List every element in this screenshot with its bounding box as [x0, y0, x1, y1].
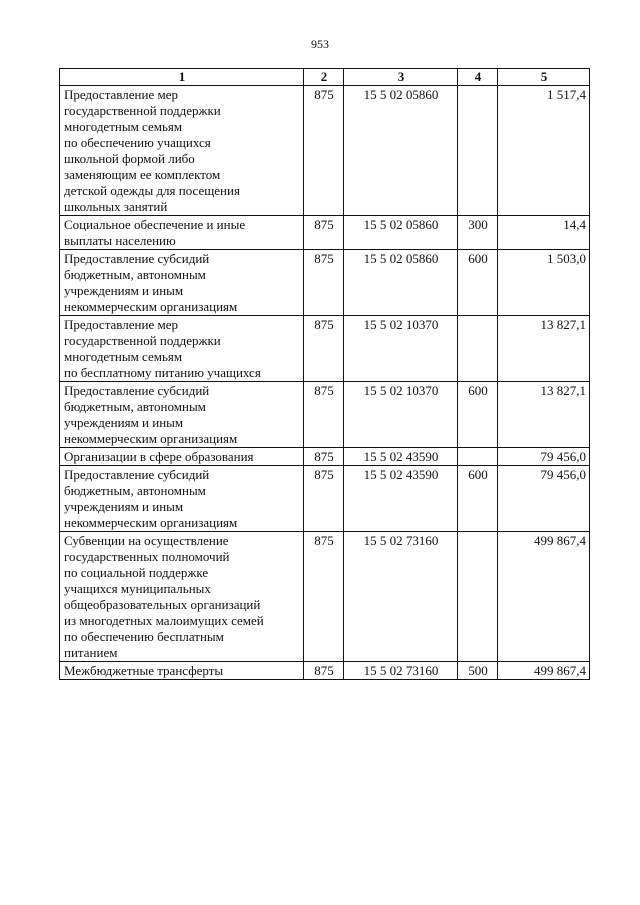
- row-name-line: бюджетным, автономным: [64, 399, 206, 414]
- row-sum-cell: 1 503,0: [498, 250, 590, 316]
- row-sum-cell: 79 456,0: [498, 448, 590, 466]
- row-name-cell: [60, 316, 304, 382]
- row-name-line: детской одежды для посещения: [64, 183, 240, 198]
- row-kvr-cell: 600: [458, 250, 498, 316]
- row-name-cell: [60, 250, 304, 316]
- row-kcsr-cell: 15 5 02 73160: [344, 532, 458, 662]
- table-row: [60, 316, 590, 382]
- row-name-line: бюджетным, автономным: [64, 267, 206, 282]
- row-name-line: многодетным семьям: [64, 119, 183, 134]
- row-name-line: по обеспечению учащихся: [64, 135, 211, 150]
- row-name-line: Предоставление субсидий: [64, 251, 210, 266]
- row-kvr-cell: [458, 532, 498, 662]
- row-name-line: школьных занятий: [64, 199, 168, 214]
- row-name-cell: [60, 216, 304, 250]
- row-sum-cell: 499 867,4: [498, 532, 590, 662]
- row-name-line: учреждениям и иным: [64, 415, 184, 430]
- row-code-cell: 875: [304, 316, 344, 382]
- row-name-line: бюджетным, автономным: [64, 483, 206, 498]
- page-number: 953: [311, 37, 329, 51]
- row-name-line: учреждениям и иным: [64, 283, 184, 298]
- row-name-line: школьной формой либо: [64, 151, 195, 166]
- row-name-line: общеобразовательных организаций: [64, 597, 261, 612]
- table-row: [60, 86, 590, 216]
- table-row: [60, 448, 590, 466]
- row-name-cell: [60, 382, 304, 448]
- table-row: [60, 662, 590, 680]
- row-kcsr-cell: 15 5 02 10370: [344, 382, 458, 448]
- row-name-cell: [60, 662, 304, 680]
- row-kcsr-cell: 15 5 02 05860: [344, 216, 458, 250]
- row-name-line: многодетным семьям: [64, 349, 183, 364]
- row-kcsr-cell: 15 5 02 43590: [344, 466, 458, 532]
- row-name-line: по бесплатному питанию учащихся: [64, 365, 261, 380]
- row-name-line: некоммерческим организациям: [64, 515, 238, 530]
- row-name-line: питанием: [64, 645, 118, 660]
- row-sum-cell: 13 827,1: [498, 382, 590, 448]
- row-code-cell: 875: [304, 448, 344, 466]
- row-name-line: Предоставление субсидий: [64, 383, 210, 398]
- row-name-line: по социальной поддержке: [64, 565, 209, 580]
- row-name-line: государственных полномочий: [64, 549, 230, 564]
- row-sum-cell: 14,4: [498, 216, 590, 250]
- row-name-line: Предоставление мер: [64, 87, 178, 102]
- row-sum-cell: 1 517,4: [498, 86, 590, 216]
- header-col-5: 5: [498, 69, 590, 86]
- row-name-line: Социальное обеспечение и иные: [64, 217, 246, 232]
- table-row: [60, 532, 590, 662]
- row-code-cell: 875: [304, 216, 344, 250]
- row-name-line: из многодетных малоимущих семей: [64, 613, 264, 628]
- row-kvr-cell: [458, 448, 498, 466]
- row-name-cell: [60, 86, 304, 216]
- row-name-line: Межбюджетные трансферты: [64, 663, 224, 678]
- row-name-line: Предоставление мер: [64, 317, 178, 332]
- row-name-line: выплаты населению: [64, 233, 176, 248]
- table-row: [60, 382, 590, 448]
- row-name-line: Предоставление субсидий: [64, 467, 210, 482]
- row-kcsr-cell: 15 5 02 73160: [344, 662, 458, 680]
- row-name-line: заменяющим ее комплектом: [64, 167, 221, 182]
- row-sum-cell: 499 867,4: [498, 662, 590, 680]
- row-name-line: учреждениям и иным: [64, 499, 184, 514]
- row-name-line: Субвенции на осуществление: [64, 533, 229, 548]
- row-kcsr-cell: 15 5 02 05860: [344, 250, 458, 316]
- row-name-cell: [60, 466, 304, 532]
- row-name-line: по обеспечению бесплатным: [64, 629, 224, 644]
- table-row: [60, 216, 590, 250]
- header-row: [60, 69, 590, 86]
- header-col-3: 3: [344, 69, 458, 86]
- row-kvr-cell: [458, 86, 498, 216]
- row-name-line: государственной поддержки: [64, 333, 221, 348]
- row-name-line: государственной поддержки: [64, 103, 221, 118]
- header-col-1: 1: [60, 69, 304, 86]
- budget-table: [59, 68, 590, 680]
- table-row: [60, 250, 590, 316]
- row-code-cell: 875: [304, 662, 344, 680]
- table-row: [60, 466, 590, 532]
- row-sum-cell: 79 456,0: [498, 466, 590, 532]
- row-name-line: некоммерческим организациям: [64, 299, 238, 314]
- row-name-line: Организации в сфере образования: [64, 449, 254, 464]
- row-kvr-cell: 600: [458, 382, 498, 448]
- row-kvr-cell: 500: [458, 662, 498, 680]
- header-col-4: 4: [458, 69, 498, 86]
- row-code-cell: 875: [304, 86, 344, 216]
- header-col-2: 2: [304, 69, 344, 86]
- row-sum-cell: 13 827,1: [498, 316, 590, 382]
- row-code-cell: 875: [304, 466, 344, 532]
- row-kvr-cell: [458, 316, 498, 382]
- row-kcsr-cell: 15 5 02 10370: [344, 316, 458, 382]
- row-kvr-cell: 300: [458, 216, 498, 250]
- row-kcsr-cell: 15 5 02 05860: [344, 86, 458, 216]
- table-body: [60, 86, 590, 680]
- row-name-cell: [60, 448, 304, 466]
- row-name-cell: [60, 532, 304, 662]
- row-name-line: учащихся муниципальных: [64, 581, 211, 596]
- row-kcsr-cell: 15 5 02 43590: [344, 448, 458, 466]
- row-code-cell: 875: [304, 250, 344, 316]
- row-code-cell: 875: [304, 532, 344, 662]
- row-kvr-cell: 600: [458, 466, 498, 532]
- row-code-cell: 875: [304, 382, 344, 448]
- row-name-line: некоммерческим организациям: [64, 431, 238, 446]
